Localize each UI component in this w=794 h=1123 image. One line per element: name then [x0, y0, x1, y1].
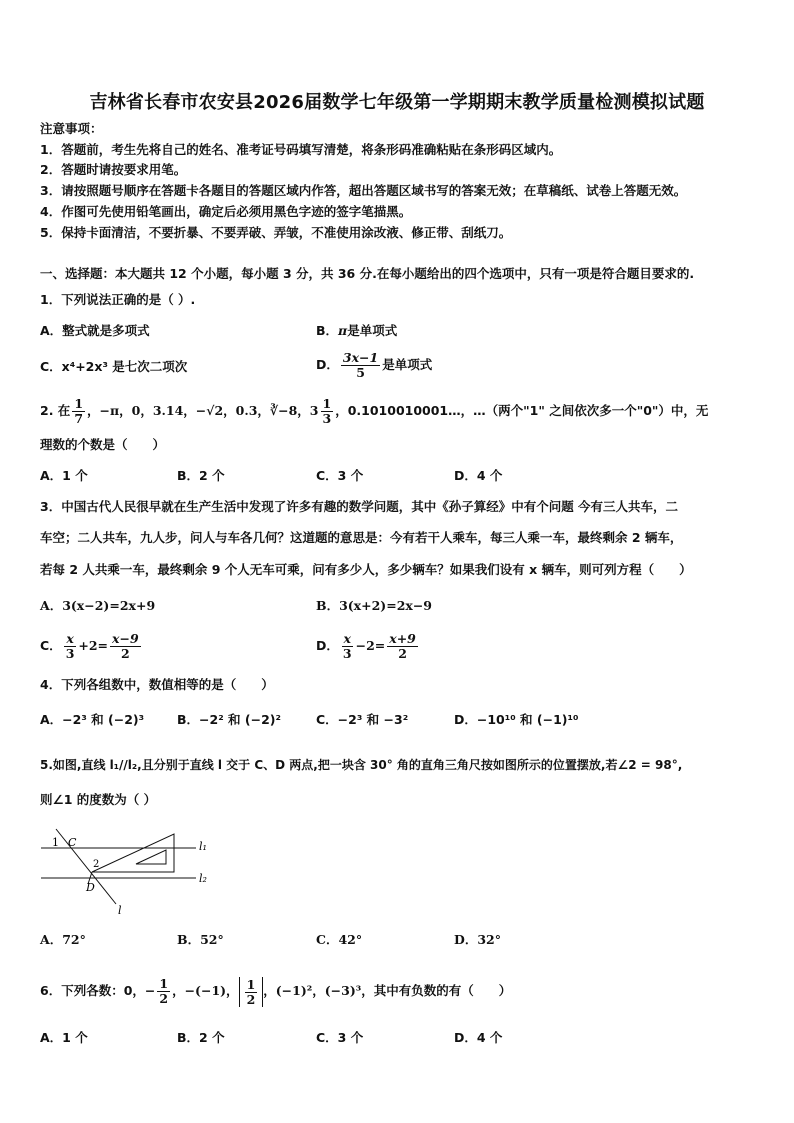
q5-option-d: D．32° — [454, 932, 501, 947]
notice-item: 1．答题前，考生先将自己的姓名、准考证号码填写清楚，将条形码准确粘贴在条形码区域内。 — [40, 142, 562, 157]
q6-option-c: C．3 个 — [316, 1030, 364, 1045]
label-angle-2: 2 — [93, 859, 100, 870]
label-angle-1: 1 — [52, 836, 59, 849]
triangle-ruler-inner — [136, 850, 166, 864]
q2-option-b: B．2 个 — [177, 468, 225, 483]
q6-option-a: A．1 个 — [40, 1030, 88, 1045]
question-3-stem-line2: 车空；二人共车，九人步，问人与车各几何？这道题的意思是：今有若干人乘车，每三人乘一车，最终剩余 2 辆车， — [40, 530, 683, 545]
label-point-d: D — [86, 881, 95, 894]
question-3-stem: 3．中国古代人民很早就在生产生活中发现了许多有趣的数学问题，其中《孙子算经》中有个问题 今有三人共车，二 — [40, 499, 679, 514]
question-4-stem: 4．下列各组数中，数值相等的是（ ） — [40, 677, 274, 692]
section-heading: 一、选择题：本大题共 12 个小题，每小题 3 分，共 36 分.在每小题给出的四个选项中，只有一项是符合题目要求的. — [40, 266, 695, 281]
q5-option-b: B．52° — [177, 932, 224, 947]
q2-option-a: A．1 个 — [40, 468, 88, 483]
question-2-stem: 2. 在 $\frac{1}{7}$ ，−π，0，3.14，−√2，0.3，∛−8，3 $\frac{1}{3}$ ，0.1010010001…，…（两个"1" 之间依次多一个"0"）中，无 — [40, 396, 709, 426]
question-3-stem-line3: 若每 2 人共乘一车，最终剩余 9 个人无车可乘，问有多少人，多少辆车？如果我们设有 x 辆车，则可列方程（ ） — [40, 562, 692, 577]
q1-option-c: C．x⁴+2x³ 是七次二项次 — [40, 359, 188, 374]
absolute-value: $\frac{1}{2}$ — [239, 977, 264, 1007]
q1-option-a: A．整式就是多项式 — [40, 323, 150, 338]
fraction: $\frac{1}{3}$ — [322, 396, 332, 426]
fraction: $\frac{x}{3}$ — [342, 631, 352, 661]
q1-option-b: B．π是单项式 — [316, 323, 398, 338]
label-line-l2: l₂ — [199, 872, 207, 885]
q1-option-d: D． $\frac{3x-1}{5}$ 是单项式 — [316, 350, 433, 380]
label-point-c: C — [68, 836, 77, 849]
q2-option-c: C．3 个 — [316, 468, 364, 483]
pi-symbol: π — [338, 323, 348, 338]
q5-option-c: C．42° — [316, 932, 363, 947]
question-5-stem: 5.如图,直线 l₁//l₂,且分别于直线 l 交于 C、D 两点,把一块含 30° 角的直角三角尺按如图所示的位置摆放,若∠2 = 98°, — [40, 758, 683, 772]
question-5-stem-line2: 则∠1 的度数为（ ） — [40, 792, 157, 807]
question-2-stem-line2: 理数的个数是（ ） — [40, 437, 166, 452]
notice-item: 4．作图可先使用铅笔画出，确定后必须用黑色字迹的签字笔描黑。 — [40, 204, 412, 219]
fraction: $\frac{x}{3}$ — [65, 631, 75, 661]
q6-option-d: D．4 个 — [454, 1030, 503, 1045]
q5-option-a: A．72° — [40, 932, 86, 947]
notice-item: 2．答题时请按要求用笔。 — [40, 162, 187, 177]
question-6-stem: 6．下列各数：0，− $\frac{1}{2}$ ，−(−1)， $\frac{1}{2}$ ，(−1)²，(−3)³，其中有负数的有（ ） — [40, 976, 512, 1007]
notice-heading: 注意事项： — [40, 121, 103, 136]
label-line-l: l — [118, 904, 122, 917]
triangle-ruler-outer — [92, 834, 174, 872]
q3-option-d: D． $\frac{x}{3}$ −2= $\frac{x+9}{2}$ — [316, 631, 416, 661]
label-line-l1: l₁ — [199, 840, 207, 853]
fraction: $\frac{1}{7}$ — [74, 396, 84, 426]
q3-option-a: A．3(x−2)=2x+9 — [40, 598, 156, 613]
q4-option-a: A．−2³ 和 (−2)³ — [40, 712, 145, 727]
q4-option-d: D．−10¹⁰ 和 (−1)¹⁰ — [454, 712, 579, 727]
fraction: $\frac{x-9}{2}$ — [112, 631, 139, 661]
q2-option-d: D．4 个 — [454, 468, 503, 483]
fraction: $\frac{x+9}{2}$ — [389, 631, 416, 661]
q3-option-b: B．3(x+2)=2x−9 — [316, 598, 433, 613]
notice-item: 5．保持卡面清洁，不要折暴、不要弄破、弄皱，不准使用涂改液、修正带、刮纸刀。 — [40, 225, 512, 240]
fraction: $\frac{1}{2}$ — [159, 976, 169, 1006]
q3-option-c: C． $\frac{x}{3}$ +2= $\frac{x-9}{2}$ — [40, 631, 139, 661]
notice-item: 3．请按照题号顺序在答题卡各题目的答题区域内作答，超出答题区域书写的答案无效；在草稿纸、试卷上答题无效。 — [40, 183, 687, 198]
question-1-stem: 1．下列说法正确的是（ ）. — [40, 292, 196, 307]
q6-option-b: B．2 个 — [177, 1030, 225, 1045]
q4-option-b: B．−2² 和 (−2)² — [177, 712, 281, 727]
q4-option-c: C．−2³ 和 −3² — [316, 712, 409, 727]
fraction: $\frac{3x-1}{5}$ — [342, 350, 379, 380]
q5-figure — [36, 826, 216, 918]
page-title: 吉林省长春市农安县2026届数学七年级第一学期期末教学质量检测模拟试题 — [89, 92, 705, 113]
